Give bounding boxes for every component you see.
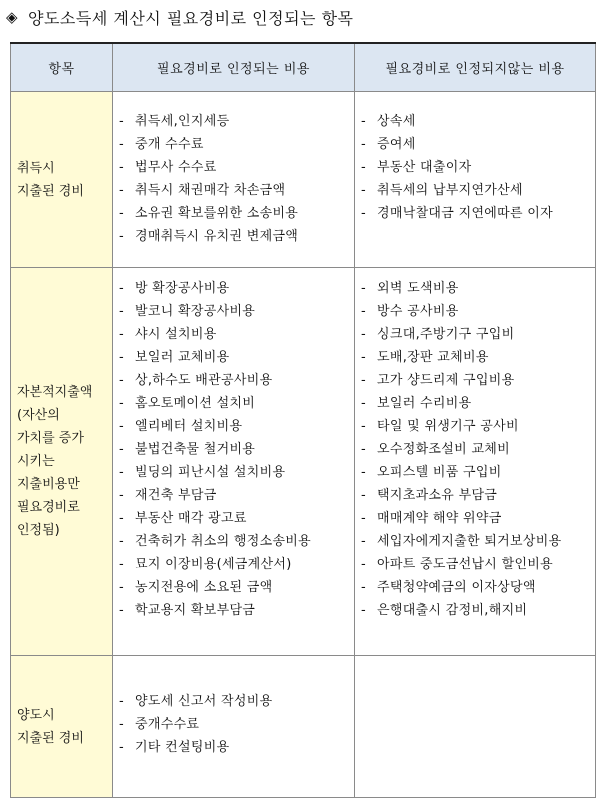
list-item: - 중개 수수료 xyxy=(119,137,204,152)
list-item: - 오수정화조설비 교체비 xyxy=(361,442,511,457)
list-item: - 싱크대,주방기구 구입비 xyxy=(361,327,515,342)
category-cell xyxy=(11,92,113,268)
list-item: - 타일 및 위생기구 공사비 xyxy=(361,419,519,434)
list-item: - 상,하수도 배관공사비용 xyxy=(119,373,273,388)
category-line: 자본적지출액 xyxy=(17,385,93,400)
not-allowed-cell xyxy=(355,92,596,268)
list-item: - 엘리베터 설치비용 xyxy=(119,419,243,434)
list-item: - 주택청약예금의 이자상당액 xyxy=(361,580,536,595)
page-title xyxy=(6,4,354,30)
list-item: - 도배,장판 교체비용 xyxy=(361,350,489,365)
list-item: - 빌딩의 피난시설 설치비용 xyxy=(119,465,286,480)
category-line: 양도시 xyxy=(17,707,55,723)
header-category: 항목 xyxy=(11,43,113,92)
list-item: - 세입자에게지출한 퇴거보상비용 xyxy=(361,534,562,549)
list-item: - 보일러 교체비용 xyxy=(119,350,230,365)
allowed-cell xyxy=(113,656,355,798)
list-item: - 소유권 확보를위한 소송비용 xyxy=(119,206,299,221)
list-item: - 샤시 설치비용 xyxy=(119,327,217,342)
list-item: - 건축허가 취소의 행정소송비용 xyxy=(119,534,312,549)
list-item: - 부동산 매각 광고료 xyxy=(119,511,247,526)
category-line: (자산의 xyxy=(17,408,60,423)
category-line: 시키는 xyxy=(17,454,55,469)
allowed-cell xyxy=(113,268,355,656)
list-item: - 취득세의 납부지연가산세 xyxy=(361,183,523,198)
table-header-row xyxy=(11,43,596,92)
list-item: - 보일러 수리비용 xyxy=(361,396,472,411)
list-item: - 부동산 대출이자 xyxy=(361,160,472,175)
list-item: - 외벽 도색비용 xyxy=(361,281,459,296)
list-item: - 묘지 이장비용(세금계산서) xyxy=(119,557,292,572)
category-cell xyxy=(11,656,113,798)
expense-table xyxy=(10,42,596,798)
list-item: - 발코니 확장공사비용 xyxy=(119,304,256,319)
not-allowed-cell xyxy=(355,656,596,798)
list-item: - 농지전용에 소요된 금액 xyxy=(119,580,273,595)
list-item: - 홈오토메이션 설치비 xyxy=(119,396,256,411)
list-item: - 증여세 xyxy=(361,137,416,152)
table-row-capital-expenditure xyxy=(11,268,596,656)
list-item: - 방수 공사비용 xyxy=(361,304,459,319)
list-item: - 방 확장공사비용 xyxy=(119,281,230,296)
list-item: - 매매계약 해약 위약금 xyxy=(361,511,502,526)
category-line: 가치를 증가 xyxy=(17,431,84,446)
list-item: - 불법건축물 철거비용 xyxy=(119,442,256,457)
list-item: - 기타 컨설팅비용 xyxy=(119,740,230,755)
category-line: 지출비용만 xyxy=(17,477,80,492)
header-allowed: 필요경비로 인정되는 비용 xyxy=(113,43,355,92)
list-item: - 은행대출시 감정비,해지비 xyxy=(361,603,528,618)
category-line: 취득시 xyxy=(17,160,55,176)
list-item: - 취득세,인지세등 xyxy=(119,114,230,129)
list-item: - 학교용지 확보부담금 xyxy=(119,603,256,618)
page-title-text: 양도소득세 계산시 필요경비로 인정되는 항목 xyxy=(28,8,354,28)
list-item: - 상속세 xyxy=(361,114,416,129)
list-item: - 양도세 신고서 작성비용 xyxy=(119,694,273,709)
category-line: 지출된 경비 xyxy=(17,730,84,746)
list-item: - 고가 샹드리제 구입비용 xyxy=(361,373,515,388)
list-item: - 법무사 수수료 xyxy=(119,160,217,175)
list-item: - 중개수수료 xyxy=(119,717,200,732)
category-line: 인정됨) xyxy=(17,523,60,538)
table-row-transfer xyxy=(11,656,596,798)
list-item: - 아파트 중도금선납시 할인비용 xyxy=(361,557,554,572)
category-cell xyxy=(11,268,113,656)
list-item: - 취득시 채권매각 차손금액 xyxy=(119,183,286,198)
not-allowed-cell xyxy=(355,268,596,656)
header-not-allowed: 필요경비로 인정되지않는 비용 xyxy=(355,43,596,92)
list-item: - 경매낙찰대금 지연에따른 이자 xyxy=(361,206,554,221)
allowed-cell xyxy=(113,92,355,268)
category-line: 지출된 경비 xyxy=(17,183,84,199)
list-item: - 오피스텔 비품 구입비 xyxy=(361,465,502,480)
list-item: - 재건축 부담금 xyxy=(119,488,217,503)
list-item: - 경매취득시 유치권 변제금액 xyxy=(119,229,299,244)
category-line: 필요경비로 xyxy=(17,500,80,515)
list-item: - 택지초과소유 부담금 xyxy=(361,488,498,503)
diamond-bullet-icon: ◈ xyxy=(6,8,19,26)
table-row-acquisition xyxy=(11,92,596,268)
